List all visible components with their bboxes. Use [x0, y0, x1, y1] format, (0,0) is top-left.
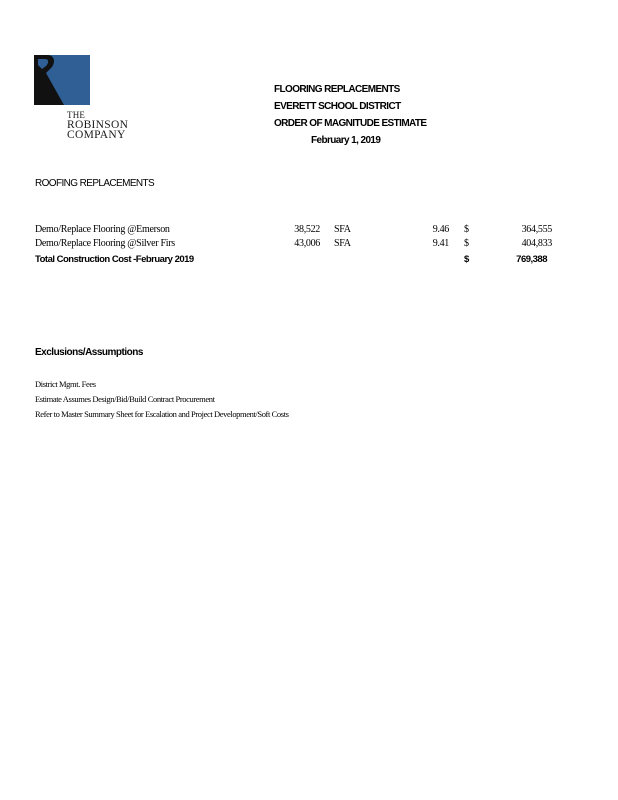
total-currency: $ [464, 254, 469, 265]
row-unit: SFA [334, 224, 351, 235]
logo-line-robinson: ROBINSON [67, 119, 129, 131]
total-row [0, 254, 618, 267]
logo-line-the: THE [67, 110, 86, 120]
row-quantity: 38,522 [294, 224, 320, 235]
exclusion-item: District Mgmt. Fees [35, 379, 96, 389]
total-amount: 769,388 [516, 254, 547, 265]
row-amount: 404,833 [521, 238, 552, 249]
row-currency: $ [464, 224, 469, 235]
exclusions-title: Exclusions/Assumptions [35, 347, 143, 358]
header-date: February 1, 2019 [311, 135, 381, 146]
table-row [0, 238, 618, 251]
logo-line-company: COMPANY [67, 129, 126, 141]
total-label: Total Construction Cost -February 2019 [35, 254, 194, 265]
row-rate: 9.41 [432, 238, 449, 249]
row-unit: SFA [334, 238, 351, 249]
header-estimate-type: ORDER OF MAGNITUDE ESTIMATE [274, 118, 427, 129]
row-quantity: 43,006 [294, 238, 320, 249]
row-amount: 364,555 [521, 224, 552, 235]
header-title: FLOORING REPLACEMENTS [274, 84, 400, 95]
row-description: Demo/Replace Flooring @Emerson [35, 224, 170, 235]
exclusion-item: Estimate Assumes Design/Bid/Build Contract Procurement [35, 394, 215, 404]
robinson-r-logo-icon [34, 55, 90, 105]
company-logo-text [67, 110, 128, 140]
table-row [0, 224, 618, 237]
section-title: ROOFING REPLACEMENTS [35, 178, 155, 189]
row-rate: 9.46 [432, 224, 449, 235]
header-district: EVERETT SCHOOL DISTRICT [274, 101, 401, 112]
row-currency: $ [464, 238, 469, 249]
row-description: Demo/Replace Flooring @Silver Firs [35, 238, 175, 249]
exclusion-item: Refer to Master Summary Sheet for Escalation and Project Development/Soft Costs [35, 409, 289, 419]
